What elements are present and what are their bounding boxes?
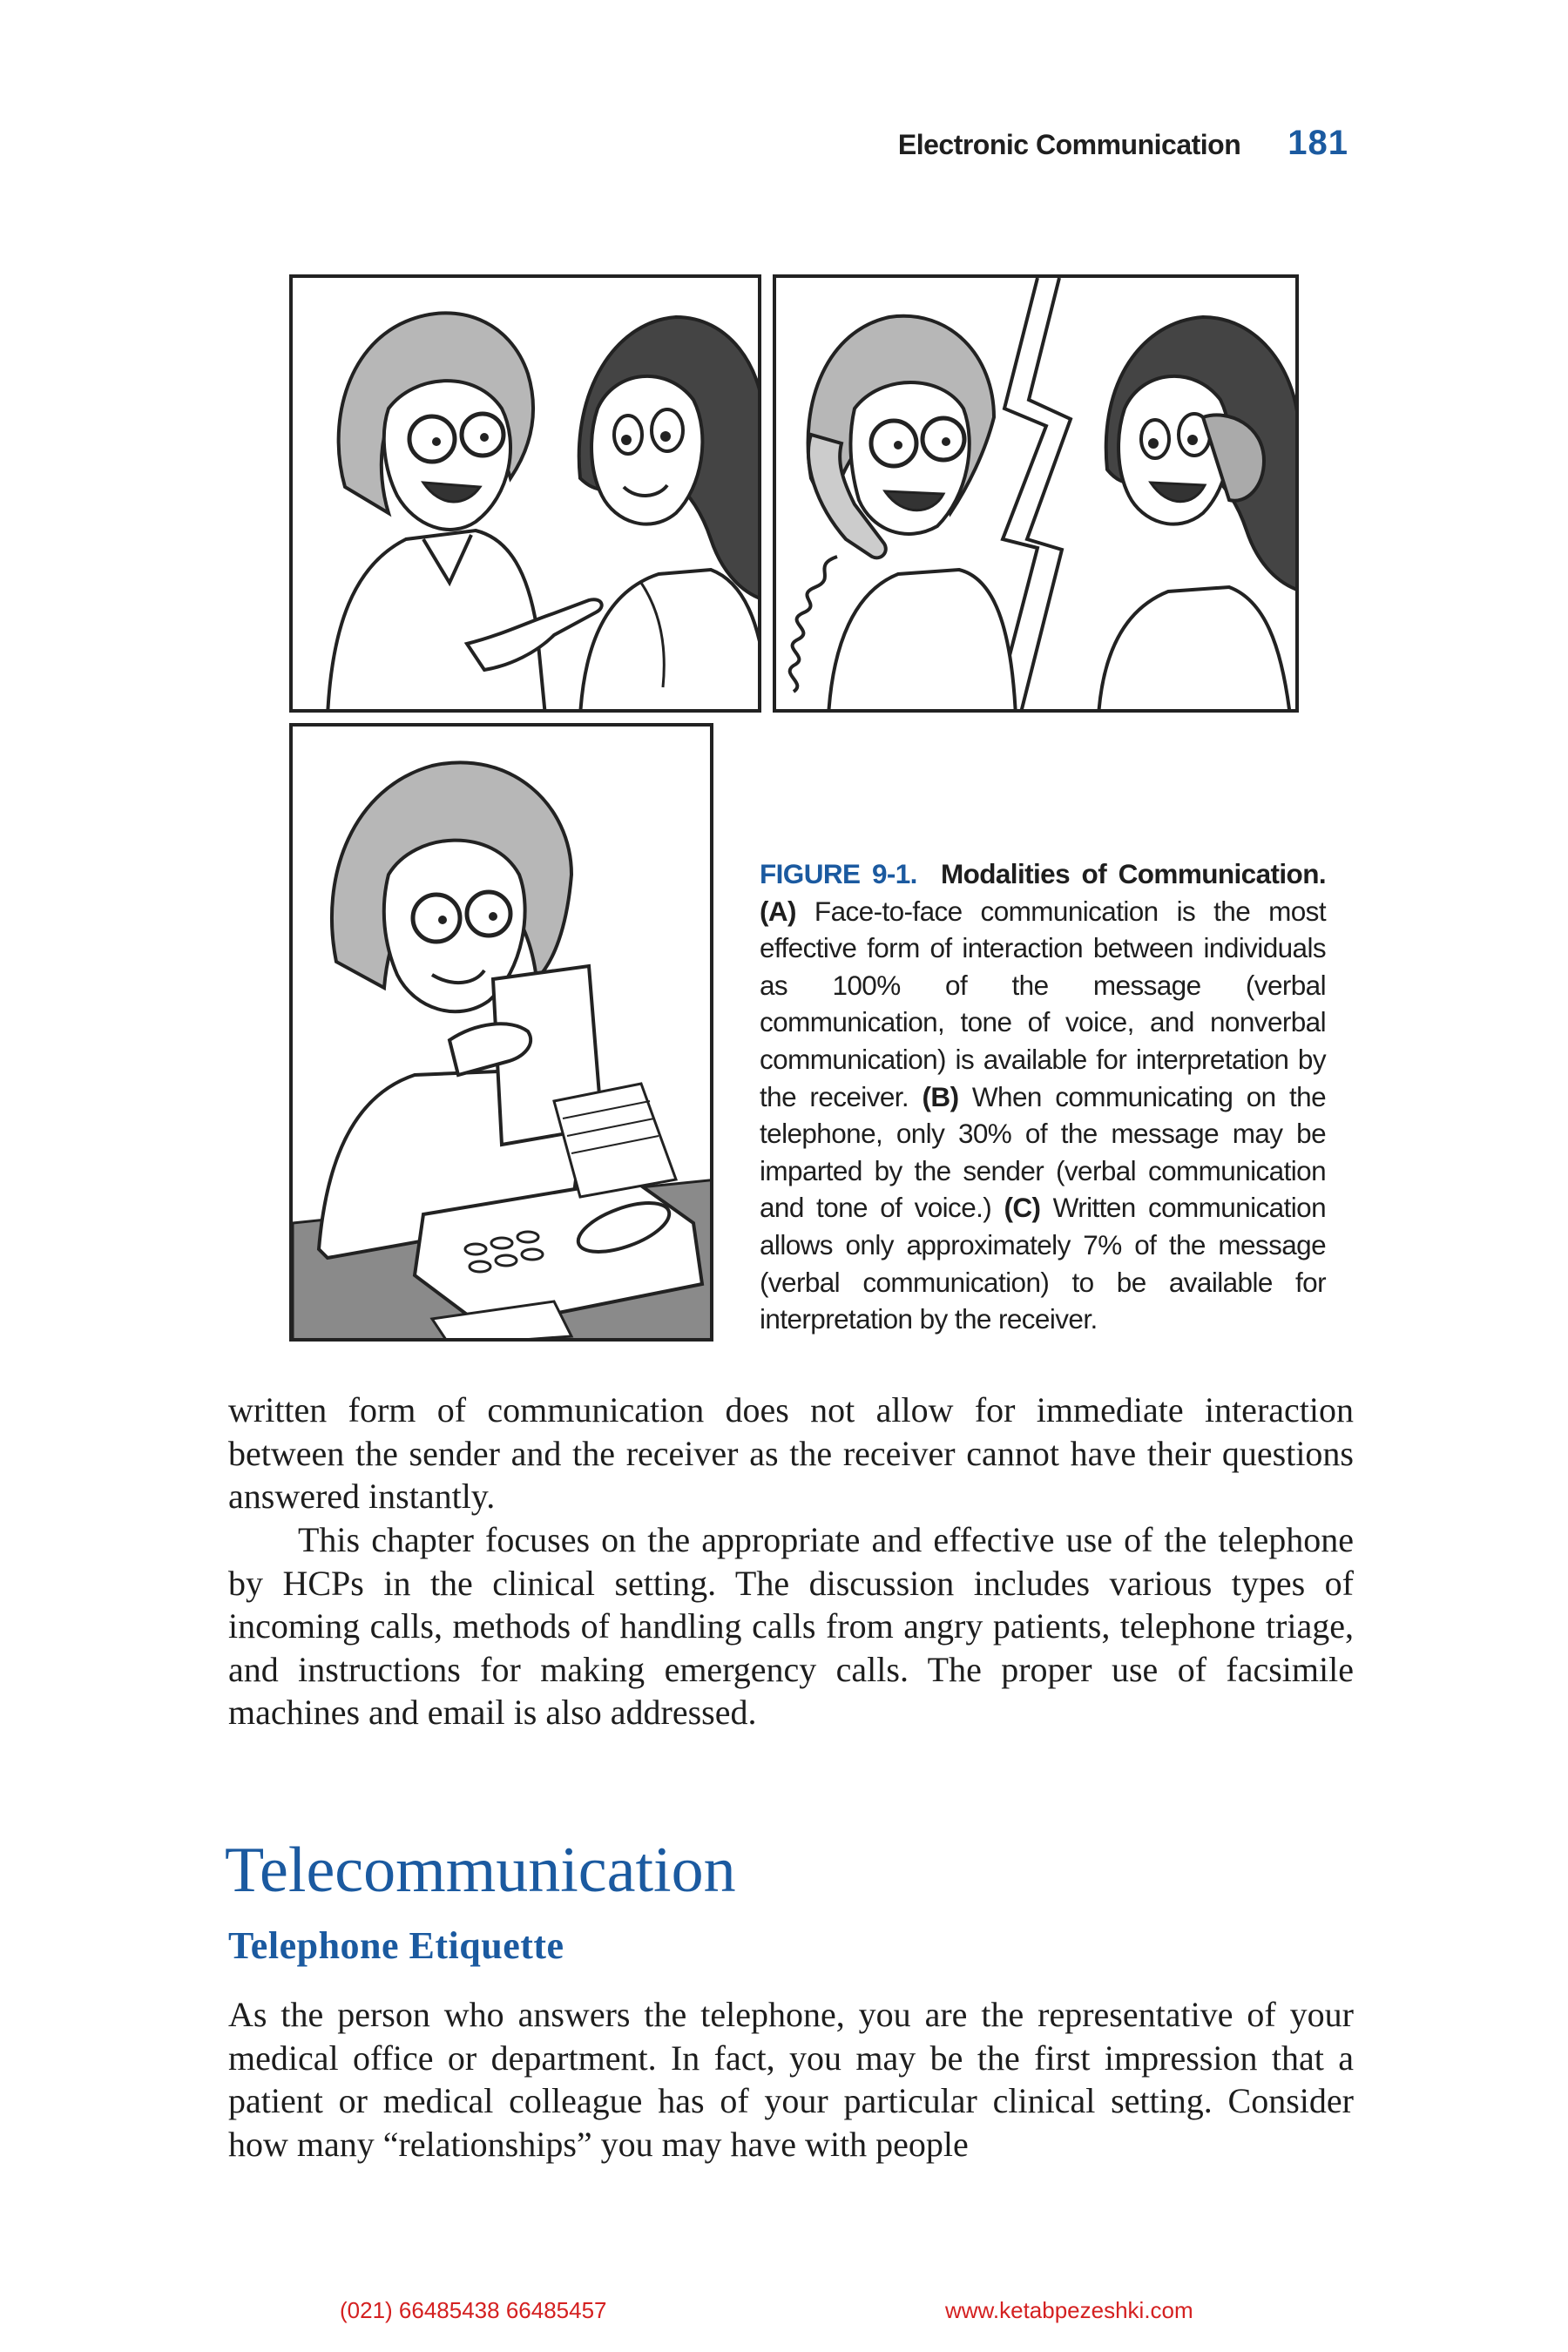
figure-panel-written: [289, 723, 713, 1342]
caption-marker-a: (A): [760, 895, 796, 927]
section-paragraph: As the person who answers the telephone, you are the representative of your medical office or department. In fact, you may be the first impression that a patient or medical colleague has of your particular clinical setting. Consider how many “relationships” you may have with people: [228, 1995, 1354, 2164]
section-subheading: Telephone Etiquette: [228, 1924, 564, 1967]
body-paragraph-2: This chapter focuses on the appropriate and effective use of the telephone by HCPs in the clinical setting. The discussion includes various types of incoming calls, methods of handling calls from angry patients, telephone triage, and instructions for making emergency calls. The proper use of facsimile machines and email is also addressed.: [228, 1520, 1354, 1732]
body-paragraph-1: written form of communication does not allow for immediate interaction between the sender and the receiver as the receiver cannot have their questions answered instantly.: [228, 1390, 1354, 1516]
footer-website[interactable]: www.ketabpezeshki.com: [945, 2297, 1193, 2323]
figure-panel-face-to-face: [289, 274, 761, 713]
caption-segment-a: [760, 896, 1326, 1112]
fax-illustration: [293, 727, 713, 1342]
face-to-face-illustration: [293, 278, 761, 713]
figure-caption: [760, 855, 1326, 1338]
running-head: [898, 124, 1348, 167]
figure-title: Modalities of Communication.: [940, 858, 1326, 889]
section-heading: Telecommunication: [225, 1835, 736, 1906]
page-number: 181: [1288, 124, 1348, 162]
caption-marker-b: (B): [922, 1080, 959, 1112]
caption-text-a: Face-to-face communication is the most effective form of interaction between individuals as 100% of the message (verbal communication, tone of voice, and nonverbal communication) is available for interpretation by the receiver.: [760, 895, 1326, 1112]
figure-panel-telephone: [773, 274, 1299, 713]
caption-text-b: When communicating on the telephone, only 30% of the message may be imparted by the sender (verbal communication and tone of voice.): [760, 1080, 1326, 1224]
telephone-illustration: [776, 278, 1299, 713]
figure-label: FIGURE 9-1.: [760, 858, 917, 889]
running-head-title: Electronic Communication: [897, 129, 1241, 160]
footer-phones: (021) 66485438 66485457: [340, 2297, 607, 2323]
caption-text-c: Written communication allows only approximately 7% of the message (verbal communication) to be available for interpretation by the receiver.: [760, 1192, 1326, 1335]
caption-marker-c: (C): [1004, 1192, 1041, 1224]
